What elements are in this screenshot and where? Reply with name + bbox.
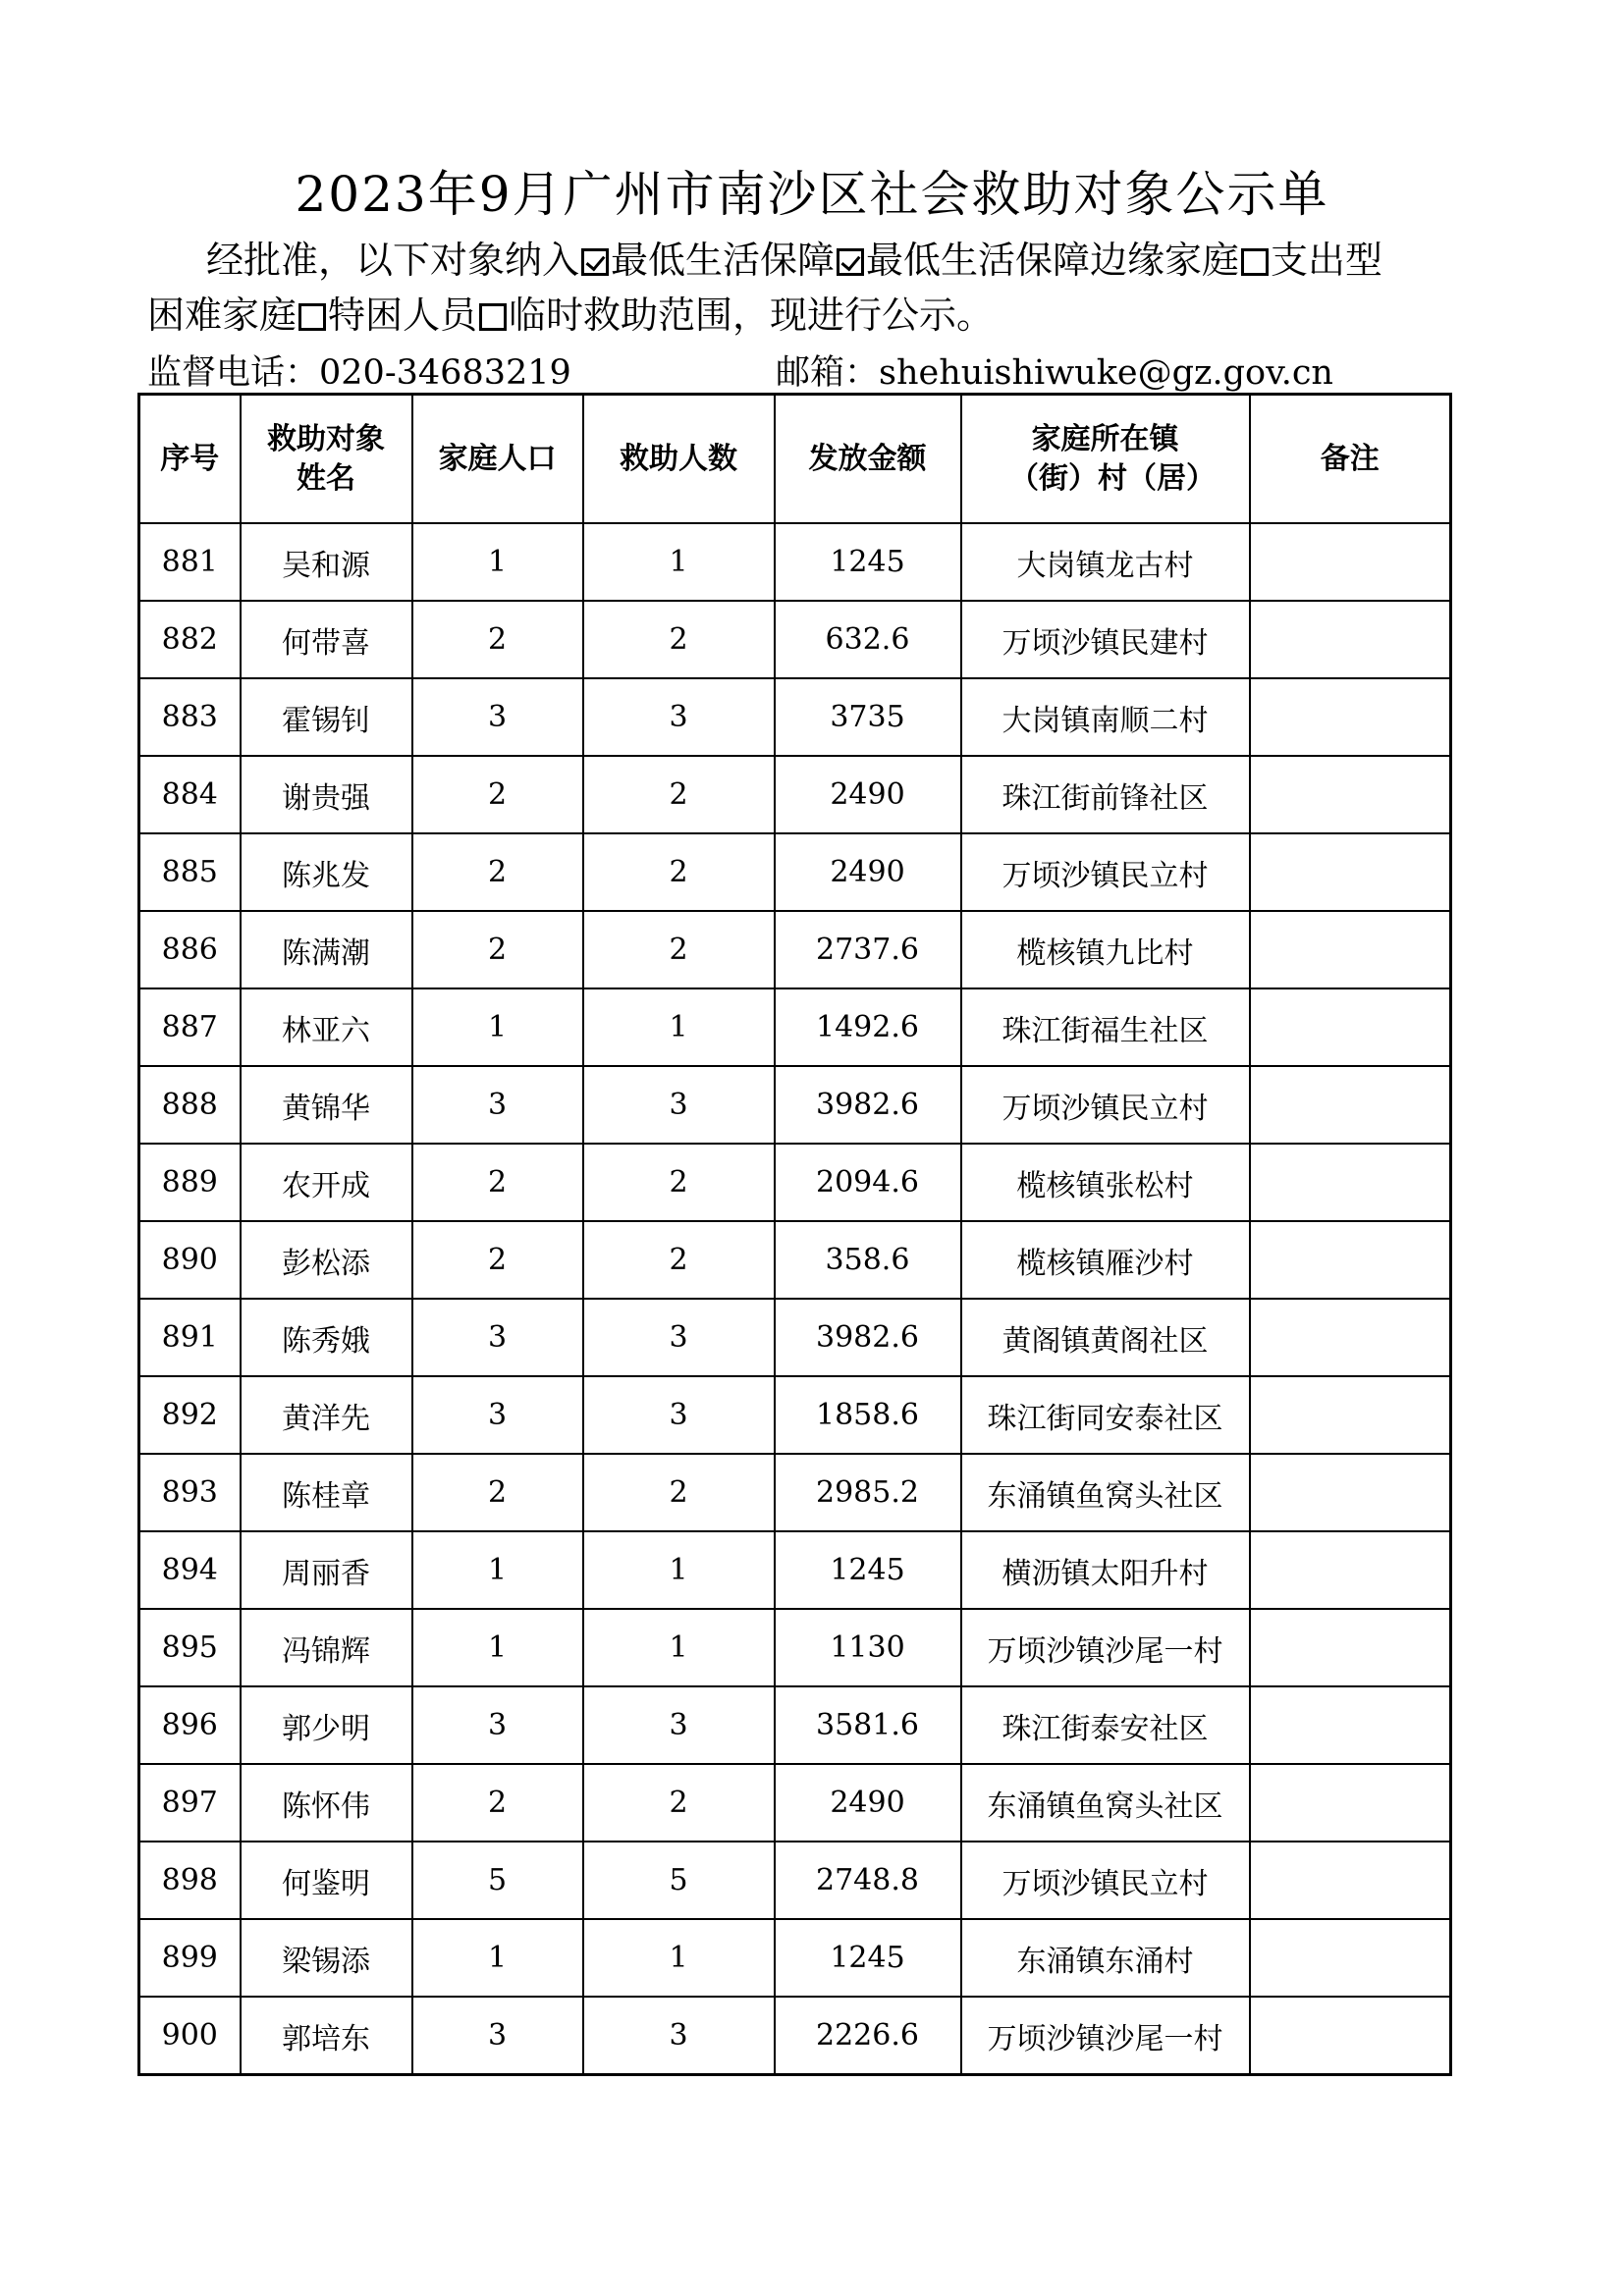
cell-remark bbox=[1250, 833, 1451, 911]
cell-amount: 632.6 bbox=[775, 601, 961, 678]
cell-remark bbox=[1250, 1764, 1451, 1842]
checkbox-empty-icon bbox=[1241, 248, 1269, 276]
cell-name: 黄洋先 bbox=[241, 1376, 412, 1454]
cell-remark bbox=[1250, 1144, 1451, 1221]
cell-serial: 899 bbox=[139, 1919, 241, 1997]
checkbox-checked-icon bbox=[581, 248, 609, 276]
cell-serial: 896 bbox=[139, 1686, 241, 1764]
table-row bbox=[139, 1066, 1451, 1144]
cell-household-size: 1 bbox=[412, 523, 583, 601]
cell-amount: 358.6 bbox=[775, 1221, 961, 1299]
cell-aided-count: 3 bbox=[583, 1997, 775, 2075]
cell-serial: 881 bbox=[139, 523, 241, 601]
cell-serial: 891 bbox=[139, 1299, 241, 1376]
cell-location: 东涌镇鱼窝头社区 bbox=[961, 1764, 1250, 1842]
cell-remark bbox=[1250, 1531, 1451, 1609]
cell-remark bbox=[1250, 1376, 1451, 1454]
phone-label: 监督电话： bbox=[147, 353, 320, 393]
contact-line bbox=[147, 346, 1453, 395]
intro-prefix: 经批准，以下对象纳入 bbox=[206, 239, 580, 282]
cell-name: 何鉴明 bbox=[241, 1842, 412, 1919]
checkbox-checked-icon bbox=[837, 248, 864, 276]
cell-serial: 886 bbox=[139, 911, 241, 988]
cell-household-size: 1 bbox=[412, 1609, 583, 1686]
table-row bbox=[139, 1686, 1451, 1764]
cell-name: 林亚六 bbox=[241, 988, 412, 1066]
cell-name: 农开成 bbox=[241, 1144, 412, 1221]
cell-remark bbox=[1250, 601, 1451, 678]
table-header-row bbox=[139, 395, 1451, 524]
cell-location: 珠江街福生社区 bbox=[961, 988, 1250, 1066]
cell-aided-count: 1 bbox=[583, 1919, 775, 1997]
cell-household-size: 2 bbox=[412, 1221, 583, 1299]
cell-amount: 2737.6 bbox=[775, 911, 961, 988]
cell-serial: 898 bbox=[139, 1842, 241, 1919]
cell-location: 万顷沙镇沙尾一村 bbox=[961, 1609, 1250, 1686]
table-row bbox=[139, 601, 1451, 678]
cell-aided-count: 3 bbox=[583, 1066, 775, 1144]
header-household-size: 家庭人口 bbox=[412, 395, 583, 524]
cell-location: 榄核镇雁沙村 bbox=[961, 1221, 1250, 1299]
cell-serial: 897 bbox=[139, 1764, 241, 1842]
cell-name: 何带喜 bbox=[241, 601, 412, 678]
cell-location: 万顷沙镇民立村 bbox=[961, 1066, 1250, 1144]
cell-name: 周丽香 bbox=[241, 1531, 412, 1609]
cell-remark bbox=[1250, 678, 1451, 756]
header-amount: 发放金额 bbox=[775, 395, 961, 524]
cell-remark bbox=[1250, 1842, 1451, 1919]
cell-aided-count: 5 bbox=[583, 1842, 775, 1919]
cell-name: 郭少明 bbox=[241, 1686, 412, 1764]
intro-line-1 bbox=[147, 233, 1453, 288]
cell-location: 万顷沙镇民建村 bbox=[961, 601, 1250, 678]
cell-household-size: 3 bbox=[412, 1299, 583, 1376]
checkbox-empty-icon bbox=[479, 303, 507, 331]
cell-amount: 3581.6 bbox=[775, 1686, 961, 1764]
cell-aided-count: 2 bbox=[583, 756, 775, 833]
cell-aided-count: 2 bbox=[583, 833, 775, 911]
cell-serial: 889 bbox=[139, 1144, 241, 1221]
cell-name: 梁锡添 bbox=[241, 1919, 412, 1997]
cell-aided-count: 1 bbox=[583, 523, 775, 601]
cell-household-size: 3 bbox=[412, 678, 583, 756]
cell-location: 黄阁镇黄阁社区 bbox=[961, 1299, 1250, 1376]
option-label: 特困人员 bbox=[328, 294, 478, 337]
cell-household-size: 2 bbox=[412, 911, 583, 988]
cell-location: 横沥镇太阳升村 bbox=[961, 1531, 1250, 1609]
cell-serial: 893 bbox=[139, 1454, 241, 1531]
cell-aided-count: 3 bbox=[583, 678, 775, 756]
cell-remark bbox=[1250, 988, 1451, 1066]
cell-remark bbox=[1250, 1299, 1451, 1376]
cell-aided-count: 1 bbox=[583, 1609, 775, 1686]
cell-remark bbox=[1250, 1609, 1451, 1686]
cell-remark bbox=[1250, 1221, 1451, 1299]
cell-amount: 3735 bbox=[775, 678, 961, 756]
cell-amount: 1245 bbox=[775, 1919, 961, 1997]
cell-name: 彭松添 bbox=[241, 1221, 412, 1299]
table-row bbox=[139, 1842, 1451, 1919]
phone-number: 020-34683219 bbox=[319, 353, 571, 393]
cell-serial: 888 bbox=[139, 1066, 241, 1144]
cell-aided-count: 3 bbox=[583, 1686, 775, 1764]
cell-serial: 894 bbox=[139, 1531, 241, 1609]
cell-location: 大岗镇龙古村 bbox=[961, 523, 1250, 601]
cell-name: 冯锦辉 bbox=[241, 1609, 412, 1686]
table-row bbox=[139, 1454, 1451, 1531]
cell-remark bbox=[1250, 523, 1451, 601]
option-label: 支出型 bbox=[1271, 239, 1383, 282]
cell-amount: 1858.6 bbox=[775, 1376, 961, 1454]
cell-household-size: 1 bbox=[412, 1531, 583, 1609]
cell-amount: 1130 bbox=[775, 1609, 961, 1686]
intro-line-2 bbox=[147, 288, 1453, 343]
cell-name: 陈秀娥 bbox=[241, 1299, 412, 1376]
cell-aided-count: 2 bbox=[583, 1221, 775, 1299]
cell-aided-count: 2 bbox=[583, 1454, 775, 1531]
table-row bbox=[139, 756, 1451, 833]
table-row bbox=[139, 1221, 1451, 1299]
table-row bbox=[139, 1764, 1451, 1842]
cell-household-size: 3 bbox=[412, 1686, 583, 1764]
table-row bbox=[139, 988, 1451, 1066]
cell-location: 珠江街前锋社区 bbox=[961, 756, 1250, 833]
cell-amount: 1245 bbox=[775, 523, 961, 601]
cell-remark bbox=[1250, 1997, 1451, 2075]
cell-amount: 2226.6 bbox=[775, 1997, 961, 2075]
table-row bbox=[139, 1376, 1451, 1454]
cell-household-size: 2 bbox=[412, 833, 583, 911]
cell-household-size: 3 bbox=[412, 1997, 583, 2075]
cell-remark bbox=[1250, 756, 1451, 833]
cell-name: 吴和源 bbox=[241, 523, 412, 601]
cell-name: 黄锦华 bbox=[241, 1066, 412, 1144]
cell-remark bbox=[1250, 911, 1451, 988]
cell-aided-count: 2 bbox=[583, 1764, 775, 1842]
table-row bbox=[139, 678, 1451, 756]
cell-aided-count: 2 bbox=[583, 1144, 775, 1221]
assistance-table bbox=[137, 393, 1452, 2076]
cell-location: 东涌镇东涌村 bbox=[961, 1919, 1250, 1997]
cell-aided-count: 3 bbox=[583, 1299, 775, 1376]
cell-remark bbox=[1250, 1066, 1451, 1144]
cell-household-size: 3 bbox=[412, 1066, 583, 1144]
option-label: 最低生活保障 bbox=[611, 239, 836, 282]
cell-household-size: 2 bbox=[412, 601, 583, 678]
cell-remark bbox=[1250, 1919, 1451, 1997]
header-name: 救助对象姓名 bbox=[241, 395, 412, 524]
cell-aided-count: 2 bbox=[583, 911, 775, 988]
cell-household-size: 3 bbox=[412, 1376, 583, 1454]
cell-amount: 2490 bbox=[775, 833, 961, 911]
checkbox-empty-icon bbox=[298, 303, 326, 331]
cell-amount: 2490 bbox=[775, 756, 961, 833]
cell-amount: 2094.6 bbox=[775, 1144, 961, 1221]
cell-location: 大岗镇南顺二村 bbox=[961, 678, 1250, 756]
cell-serial: 892 bbox=[139, 1376, 241, 1454]
email-address: shehuishiwuke@gz.gov.cn bbox=[879, 353, 1333, 393]
cell-name: 陈怀伟 bbox=[241, 1764, 412, 1842]
table-row bbox=[139, 911, 1451, 988]
cell-amount: 3982.6 bbox=[775, 1299, 961, 1376]
cell-name: 谢贵强 bbox=[241, 756, 412, 833]
cell-amount: 2748.8 bbox=[775, 1842, 961, 1919]
table-row bbox=[139, 1531, 1451, 1609]
cell-name: 陈兆发 bbox=[241, 833, 412, 911]
cell-household-size: 1 bbox=[412, 988, 583, 1066]
intro-paragraph bbox=[147, 233, 1453, 343]
table-row bbox=[139, 833, 1451, 911]
cell-household-size: 1 bbox=[412, 1919, 583, 1997]
cell-serial: 885 bbox=[139, 833, 241, 911]
cell-remark bbox=[1250, 1686, 1451, 1764]
cell-amount: 3982.6 bbox=[775, 1066, 961, 1144]
cell-location: 万顷沙镇民立村 bbox=[961, 833, 1250, 911]
cell-aided-count: 3 bbox=[583, 1376, 775, 1454]
header-remark: 备注 bbox=[1250, 395, 1451, 524]
cell-amount: 2490 bbox=[775, 1764, 961, 1842]
cell-location: 珠江街泰安社区 bbox=[961, 1686, 1250, 1764]
cell-name: 陈满潮 bbox=[241, 911, 412, 988]
option-label: 临时救助范围，现进行公示。 bbox=[509, 294, 995, 337]
cell-serial: 884 bbox=[139, 756, 241, 833]
cell-serial: 895 bbox=[139, 1609, 241, 1686]
cell-location: 万顷沙镇沙尾一村 bbox=[961, 1997, 1250, 2075]
table-row bbox=[139, 1919, 1451, 1997]
header-aided-count: 救助人数 bbox=[583, 395, 775, 524]
table-row bbox=[139, 523, 1451, 601]
option-label: 困难家庭 bbox=[147, 294, 298, 337]
cell-household-size: 5 bbox=[412, 1842, 583, 1919]
cell-household-size: 2 bbox=[412, 1454, 583, 1531]
cell-location: 东涌镇鱼窝头社区 bbox=[961, 1454, 1250, 1531]
cell-amount: 1245 bbox=[775, 1531, 961, 1609]
table-body bbox=[139, 523, 1451, 2075]
cell-household-size: 2 bbox=[412, 756, 583, 833]
table-row bbox=[139, 1997, 1451, 2075]
cell-location: 榄核镇张松村 bbox=[961, 1144, 1250, 1221]
cell-location: 珠江街同安泰社区 bbox=[961, 1376, 1250, 1454]
cell-remark bbox=[1250, 1454, 1451, 1531]
cell-aided-count: 1 bbox=[583, 988, 775, 1066]
header-serial: 序号 bbox=[139, 395, 241, 524]
table-row bbox=[139, 1609, 1451, 1686]
page-title: 2023年9月广州市南沙区社会救助对象公示单 bbox=[295, 166, 1329, 223]
cell-serial: 900 bbox=[139, 1997, 241, 2075]
option-label: 最低生活保障边缘家庭 bbox=[866, 239, 1240, 282]
cell-serial: 887 bbox=[139, 988, 241, 1066]
cell-name: 陈桂章 bbox=[241, 1454, 412, 1531]
table-row bbox=[139, 1144, 1451, 1221]
cell-name: 郭培东 bbox=[241, 1997, 412, 2075]
cell-serial: 883 bbox=[139, 678, 241, 756]
cell-serial: 882 bbox=[139, 601, 241, 678]
table-row bbox=[139, 1299, 1451, 1376]
cell-household-size: 2 bbox=[412, 1764, 583, 1842]
cell-aided-count: 1 bbox=[583, 1531, 775, 1609]
cell-location: 万顷沙镇民立村 bbox=[961, 1842, 1250, 1919]
header-location: 家庭所在镇（街）村（居） bbox=[961, 395, 1250, 524]
cell-location: 榄核镇九比村 bbox=[961, 911, 1250, 988]
cell-serial: 890 bbox=[139, 1221, 241, 1299]
cell-amount: 2985.2 bbox=[775, 1454, 961, 1531]
cell-name: 霍锡钊 bbox=[241, 678, 412, 756]
cell-amount: 1492.6 bbox=[775, 988, 961, 1066]
cell-household-size: 2 bbox=[412, 1144, 583, 1221]
cell-aided-count: 2 bbox=[583, 601, 775, 678]
email-label: 邮箱： bbox=[776, 353, 880, 393]
